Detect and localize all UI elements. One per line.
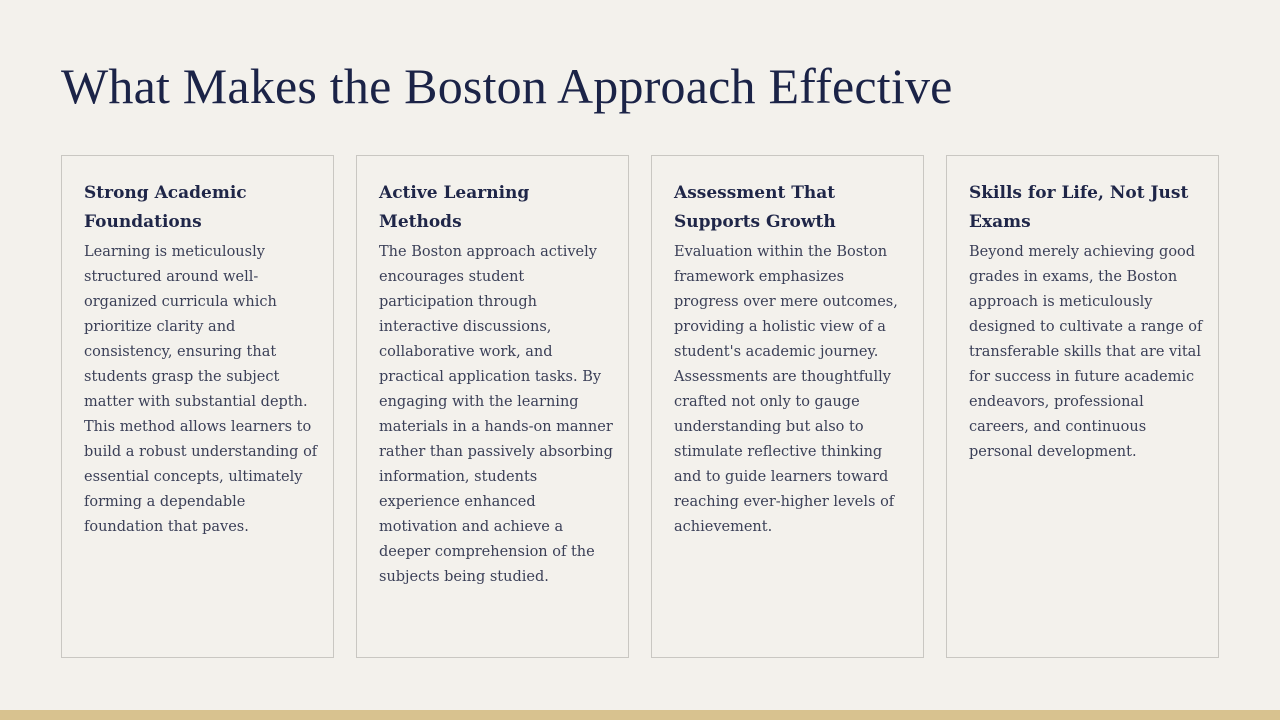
card-title: Active Learning Methods [379,183,530,232]
card-body: The Boston approach actively encourages student participation through interactive discussions, collaborative work, and practical application tasks. By engaging with the learning materials in a hands-on manner rather than passively absorbing information, students experience enhanced motivation and achieve a deeper comprehension of the subjects being studied. [379,244,613,585]
card-skills-for-life [946,155,1219,658]
bottom-accent-band [0,710,1280,720]
card-title: Assessment That Supports Growth [674,183,836,232]
card-row [61,155,1219,658]
card-active-learning-methods [356,155,629,658]
card-title: Strong Academic Foundations [84,183,247,232]
card-title: Skills for Life, Not Just Exams [969,183,1189,232]
card-assessment-that-supports-growth [651,155,924,658]
slide-title: What Makes the Boston Approach Effective [61,58,953,114]
card-strong-academic-foundations [61,155,334,658]
card-body: Beyond merely achieving good grades in exams, the Boston approach is meticulously designed to cultivate a range of transferable skills that are vital for success in future academic endeavors, professional careers, and continuous personal development. [969,244,1203,460]
card-body: Evaluation within the Boston framework emphasizes progress over mere outcomes, providing a holistic view of a student's academic journey. Assessments are thoughtfully crafted not only to gauge understanding but also to stimulate reflective thinking and to guide learners toward reaching ever-higher levels of achievement. [674,244,898,535]
card-body: Learning is meticulously structured around well-organized curricula which prioritize clarity and consistency, ensuring that students grasp the subject matter with substantial depth. This method allows learners to build a robust understanding of essential concepts, ultimately forming a dependable foundation that paves. [84,244,318,535]
